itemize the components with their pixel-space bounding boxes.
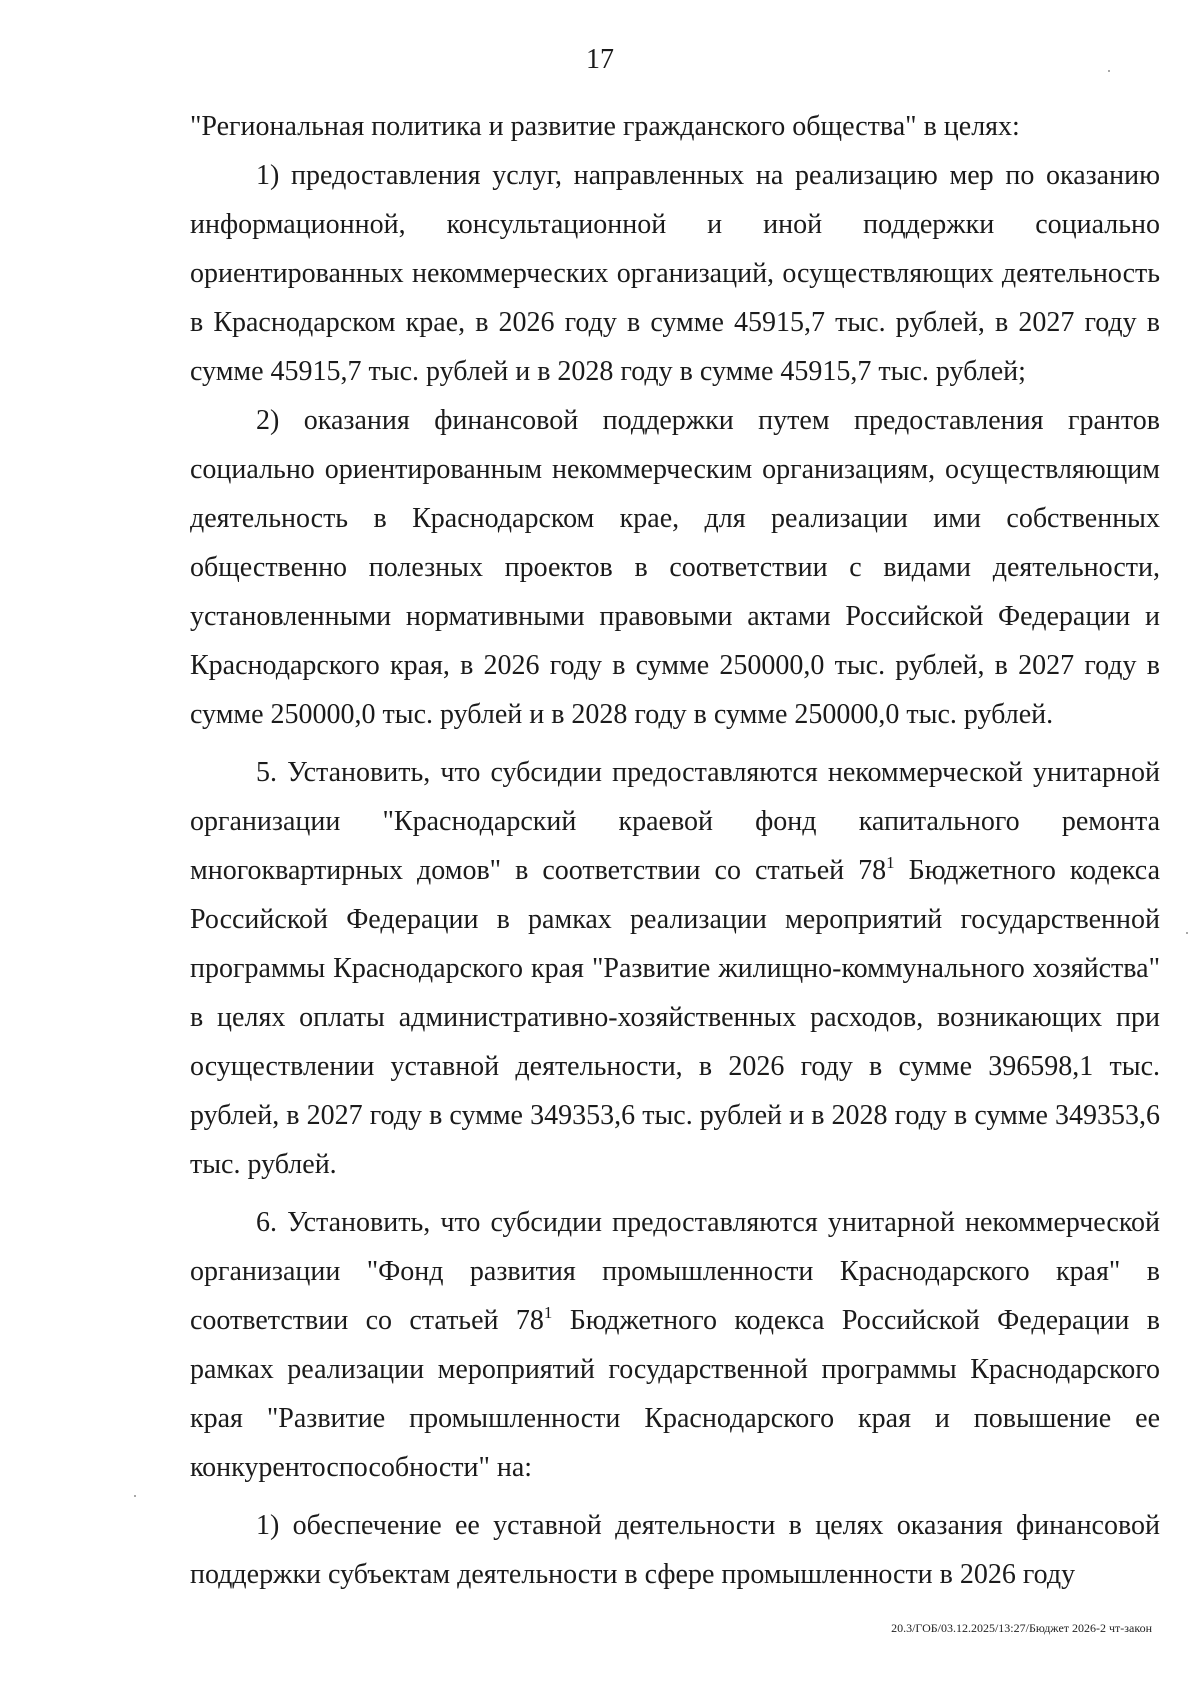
scan-speck xyxy=(1186,932,1188,934)
footer-document-code: 20.3/ГОБ/03.12.2025/13:27/Бюджет 2026-2 чт-закон xyxy=(891,1621,1152,1635)
document-body xyxy=(190,102,1160,1599)
paragraph-continuation: "Региональная политика и развитие гражданского общества" в целях: xyxy=(190,111,1020,142)
paragraph-item-1-consulting-support: 1) предоставления услуг, направленных на реализацию мер по оказанию информационной, консультационной и иной поддержки социально ориентированных некоммерческих организаций, осуществляющих деятельность в Краснодарском крае, в 2026 году в сумме 45915,7 тыс. рублей, в 2027 году в сумме 45915,7 тыс. рублей и в 2028 году в сумме 45915,7 тыс. рублей; xyxy=(190,160,1160,387)
clause-5-text-end: Бюджетного кодекса Российской Федерации в рамках реализации мероприятий государственной программы Краснодарского края "Развитие жилищно-коммунального хозяйства" в целях оплаты административно-хозяйственных расходов, возникающих при осуществлении уставной деятельности, в 2026 году в сумме 396598,1 тыс. рублей, в 2027 году в сумме 349353,6 тыс. рублей и в 2028 году в сумме 349353,6 тыс. рублей. xyxy=(190,855,1160,1180)
paragraph-item-1-statutory-activity: 1) обеспечение ее уставной деятельности в целях оказания финансовой поддержки субъектам деятельности в сфере промышленности в 2026 году xyxy=(190,1510,1160,1590)
paragraph-clause-6 xyxy=(190,1198,1160,1492)
article-superscript: 1 xyxy=(543,1303,553,1322)
clause-6-text-start: 6. Установить, что субсидии предоставляются унитарной некоммерческой организации "Фонд развития промышленности Краснодарского края" в соответствии со статьей 78 xyxy=(190,1207,1160,1336)
clause-6-text-end: Бюджетного кодекса Российской Федерации в рамках реализации мероприятий государственной программы Краснодарского края "Развитие промышленности Краснодарского края и повышение ее конкурентоспособности" на: xyxy=(190,1305,1160,1483)
scan-speck xyxy=(134,1495,136,1497)
paragraph-item-2-grants: 2) оказания финансовой поддержки путем предоставления грантов социально ориентированным некоммерческим организациям, осуществляющим деятельность в Краснодарском крае, для реализации ими собственных общественно полезных проектов в соответствии с видами деятельности, установленными нормативными правовыми актами Российской Федерации и Краснодарского края, в 2026 году в сумме 250000,0 тыс. рублей, в 2027 году в сумме 250000,0 тыс. рублей и в 2028 году в сумме 250000,0 тыс. рублей. xyxy=(190,405,1160,730)
article-superscript: 1 xyxy=(886,853,895,872)
page-number: 17 xyxy=(586,44,614,75)
scan-speck xyxy=(1108,70,1110,72)
clause-5-text-start: 5. Установить, что субсидии предоставляются некоммерческой унитарной организации "Краснодарский краевой фонд капитального ремонта многоквартирных домов" в соответствии со статьей 78 xyxy=(190,757,1160,886)
paragraph-clause-5 xyxy=(190,748,1160,1189)
